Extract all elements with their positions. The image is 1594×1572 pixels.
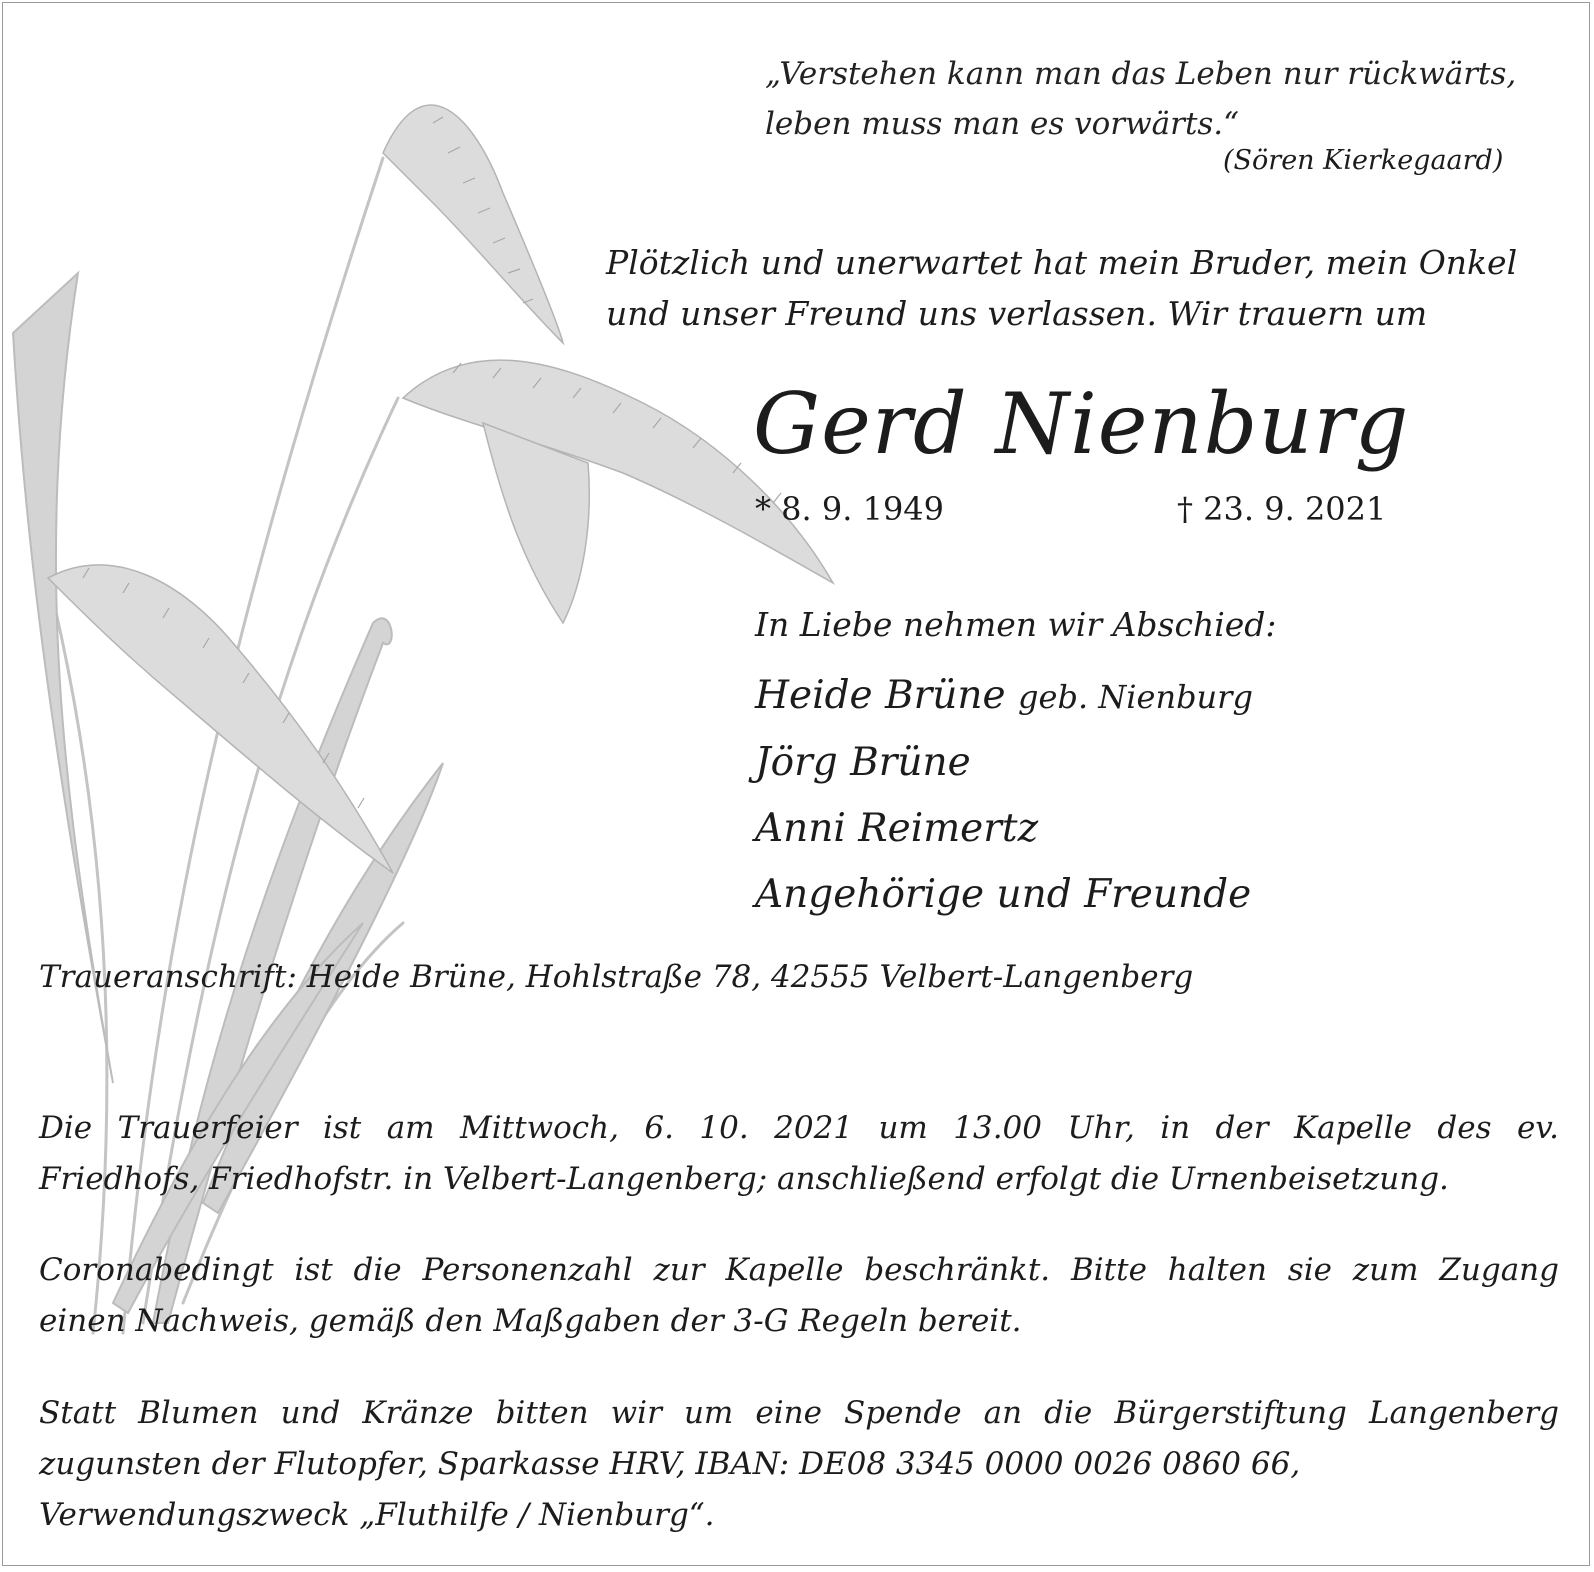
deceased-name: Gerd Nienburg <box>753 375 1410 473</box>
birth-date: * 8. 9. 1949 <box>755 490 945 528</box>
quote <box>765 49 1516 149</box>
mourner-name: Jörg Brüne <box>755 740 971 785</box>
mourner-note: geb. Nienburg <box>1018 678 1253 716</box>
funeral-info-paragraph <box>39 1103 1559 1205</box>
mourner-name: Anni Reimertz <box>755 806 1039 851</box>
quote-line: „Verstehen kann man das Leben nur rückwärts, <box>765 56 1517 92</box>
intro-text <box>606 237 1517 339</box>
mourner <box>755 862 1253 928</box>
mourner <box>755 663 1253 730</box>
paragraph-line: zugunsten der Flutopfer, Sparkasse HRV, IBAN: DE08 3345 0000 0026 0860 66, <box>39 1446 1301 1482</box>
mourning-address: Traueranschrift: Heide Brüne, Hohlstraße 78, 42555 Velbert-Langenberg <box>39 959 1194 995</box>
mourner-name: Angehörige und Freunde <box>755 872 1252 917</box>
mourners-list <box>755 663 1253 928</box>
quote-author: (Sören Kierkegaard) <box>1223 145 1504 176</box>
death-date: † 23. 9. 2021 <box>1177 490 1387 528</box>
mourner <box>755 796 1253 862</box>
corona-info-paragraph <box>39 1245 1559 1347</box>
paragraph-line: Friedhofs, Friedhofstr. in Velbert-Langenberg; anschließend erfolgt die Urnenbeisetzung. <box>39 1161 1449 1197</box>
intro-line: Plötzlich und unerwartet hat mein Bruder, mein Onkel <box>606 243 1518 282</box>
mourner <box>755 730 1253 796</box>
obituary-notice <box>2 2 1590 1566</box>
paragraph-line: Verwendungszweck „Fluthilfe / Nienburg“. <box>39 1497 715 1533</box>
intro-line: und unser Freund uns verlassen. Wir trauern um <box>606 294 1428 333</box>
farewell-line: In Liebe nehmen wir Abschied: <box>755 605 1277 644</box>
paragraph-line: Statt Blumen und Kränze bitten wir um eine Spende an die Bürgerstiftung Langenberg <box>39 1395 1559 1431</box>
paragraph-line: einen Nachweis, gemäß den Maßgaben der 3-G Regeln bereit. <box>39 1303 1022 1339</box>
paragraph-line: Die Trauerfeier ist am Mittwoch, 6. 10. 2021 um 13.00 Uhr, in der Kapelle des ev. <box>39 1110 1559 1146</box>
donation-info-paragraph <box>39 1388 1559 1541</box>
paragraph-line: Coronabedingt ist die Personenzahl zur Kapelle beschränkt. Bitte halten sie zum Zugang <box>39 1252 1559 1288</box>
quote-line: leben muss man es vorwärts.“ <box>765 106 1240 142</box>
mourner-name: Heide Brüne <box>755 673 1006 718</box>
